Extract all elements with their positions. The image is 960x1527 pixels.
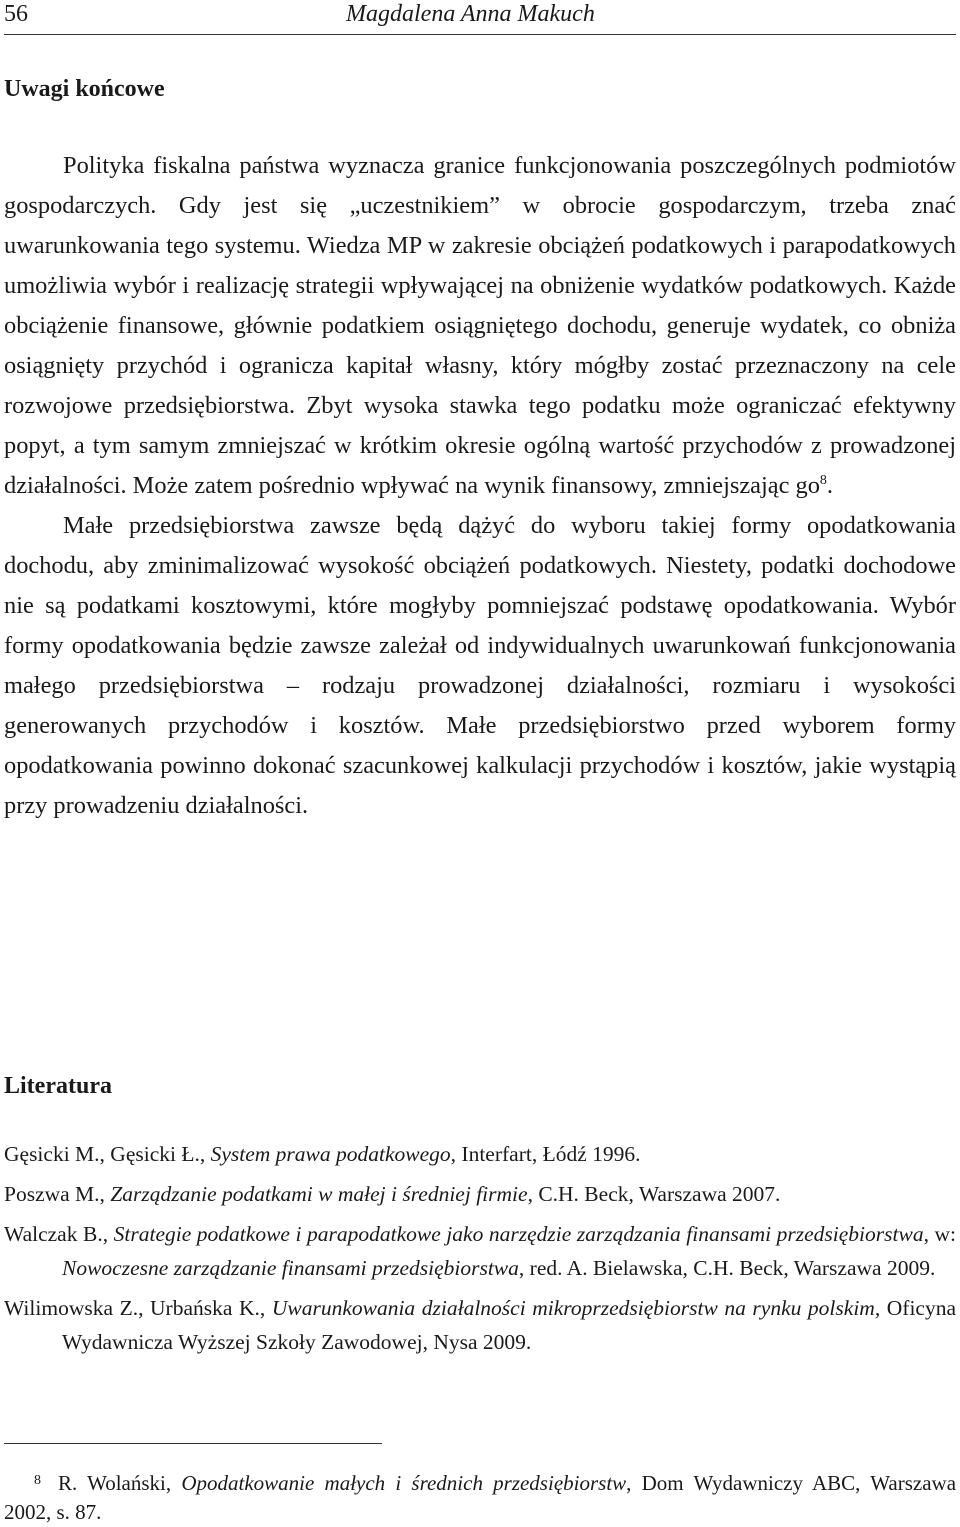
bib-authors: Gęsicki M., Gęsicki Ł., [4,1142,211,1166]
bibliography-entry [4,1217,956,1285]
bib-publisher: , Oficyna Wydawnicza Wyższej Szkoły Zawodowej, Nysa 2009. [62,1296,957,1354]
bibliography-entry [4,1291,956,1359]
bib-title: System prawa podatkowego [210,1142,451,1166]
bib-authors: Poszwa M., [4,1182,111,1206]
paragraph-text: Polityka fiskalna państwa wyznacza granice funkcjonowania poszczególnych podmiotów gospodarczych. Gdy jest się „uczestnikiem” w obrocie gospodarczym, trzeba znać uwarunkowania tego systemu. Wiedza MP w zakresie obciążeń podatkowych i parapodatkowych umożliwia wybór i realizację strategii wpływającej na obniżenie wydatków podatkowych. Każde obciążenie finansowe, głównie podatkiem osiągniętego dochodu, generuje wydatek, co obniża osiągnięty przychód i ogranicza kapitał własny, który mógłby zostać przeznaczony na cele rozwojowe przedsiębiorstwa. Zbyt wysoka stawka tego podatku może ograniczać efektywny popyt, a tym samym zmniejszać w krótkim okresie ogólną wartość przychodów z prowadzonej działalności. Może zatem pośrednio wpływać na wynik finansowy, zmniejszając go [4,152,956,499]
bibliography-entry [4,1177,956,1211]
footnote-reference[interactable]: 8 [819,472,827,488]
paragraph-end: . [826,472,834,499]
running-header [4,0,956,35]
footnote-author: R. Wolański, [58,1471,182,1495]
bib-publisher: , C.H. Beck, Warszawa 2007. [527,1182,781,1206]
running-head-author: Magdalena Anna Makuch [346,1,595,27]
footnote-publisher: , Dom Wydawniczy ABC, Warszawa 2002, s. 87. [4,1471,957,1524]
bib-in: , w: [923,1222,957,1246]
section-heading-conclusions: Uwagi końcowe [4,76,165,102]
bib-title: Strategie podatkowe i parapodatkowe jako narzędzie zarządzania finansami przedsiębiorstwa [113,1222,924,1246]
footnote-mark: 8 [34,1473,41,1488]
bibliography-entry [4,1137,956,1171]
bib-authors: Wilimowska Z., Urbańska K., [4,1296,272,1320]
bib-book-title: Nowoczesne zarządzanie finansami przedsiębiorstwa [62,1256,519,1280]
bib-title: Zarządzanie podatkami w małej i średniej firmie [110,1182,528,1206]
bibliography-list [4,1137,956,1365]
footnote-title: Opodatkowanie małych i średnich przedsiębiorstw [181,1471,627,1495]
paragraph [4,146,956,506]
conclusions-body [4,146,956,826]
page-number: 56 [4,1,28,27]
bib-publisher: , red. A. Bielawska, C.H. Beck, Warszawa 2009. [518,1256,936,1280]
bib-title: Uwarunkowania działalności mikroprzedsiębiorstw na rynku polskim [271,1296,875,1320]
bib-authors: Walczak B., [4,1222,114,1246]
footnote-divider [4,1443,382,1444]
section-heading-literature: Literatura [4,1073,112,1099]
footnote [4,1466,956,1527]
bib-publisher: , Interfart, Łódź 1996. [450,1142,641,1166]
paragraph: Małe przedsiębiorstwa zawsze będą dążyć do wyboru takiej formy opodatkowania dochodu, aby zminimalizować wysokość obciążeń podatkowych. Niestety, podatki dochodowe nie są podatkami kosztowymi, które mogłyby pomniejszać podstawę opodatkowania. Wybór formy opodatkowania będzie zawsze zależał od indywidualnych uwarunkowań funkcjonowania małego przedsiębiorstwa – rodzaju prowadzonej działalności, rozmiaru i wysokości generowanych przychodów i kosztów. Małe przedsiębiorstwo przed wyborem formy opodatkowania powinno dokonać szacunkowej kalkulacji przychodów i kosztów, jakie wystąpią przy prowadzeniu działalności. [4,512,956,819]
